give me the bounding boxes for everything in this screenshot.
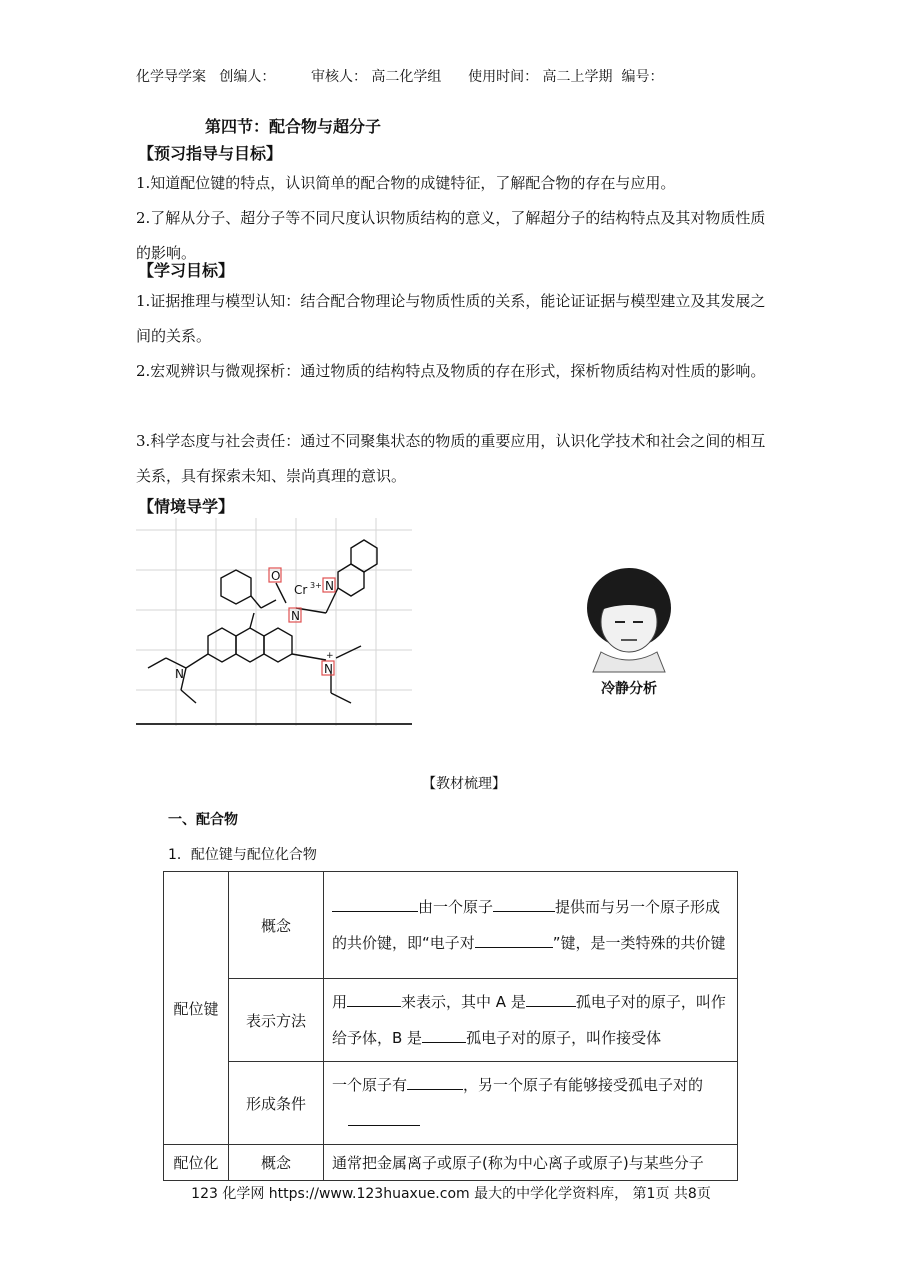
- nitrogen-atom-label: N: [291, 609, 300, 623]
- group-label: 配位键: [164, 872, 229, 1145]
- part-heading: 一、配合物: [168, 812, 238, 828]
- document-header: 化学导学案 创编人： 审核人： 高二化学组 使用时间： 高二上学期 编号：: [136, 69, 664, 85]
- goal-item: 2.宏观辨识与微观探析：通过物质的结构特点及物质的存在形式，探析物质结构对性质的影响。: [136, 362, 766, 380]
- fill-blank[interactable]: [332, 896, 418, 912]
- fill-blank[interactable]: [475, 932, 553, 948]
- fill-blank[interactable]: [526, 991, 576, 1007]
- row-content: 一个原子有 ，另一个原子有能够接受孤电子对的: [324, 1062, 738, 1145]
- meme-image: [549, 556, 709, 702]
- textbook-heading: 【教材梳理】: [422, 776, 506, 792]
- row-label: 表示方法: [229, 979, 324, 1062]
- row-label: 概念: [229, 872, 324, 979]
- goal-item: 1.证据推理与模型认知：结合配合物理论与物质性质的关系，能论证证据与模型建立及其发展之间的关系。: [136, 292, 766, 345]
- goal-item: 3.科学态度与社会责任：通过不同聚集状态的物质的重要应用，认识化学技术和社会之间的相互关系，具有探索未知、崇尚真理的意识。: [136, 432, 766, 485]
- preview-item: 1.知道配位键的特点，认识简单的配合物的成键特征，了解配合物的存在与应用。: [136, 174, 676, 192]
- page-footer: 123 化学网 https://www.123huaxue.com 最大的中学化学资料库， 第1页 共8页: [191, 1186, 711, 1202]
- scenario-heading: 【情境导学】: [138, 497, 235, 516]
- section-title: 第四节：配合物与超分子: [205, 117, 382, 136]
- positive-charge-label: +: [326, 651, 334, 661]
- row-content: 用 来表示，其中 A 是 孤电子对的原子，叫作给予体，B 是 孤电子对的原子，叫作接受体: [324, 979, 738, 1062]
- oxygen-atom-label: O: [271, 569, 281, 583]
- fill-blank[interactable]: [348, 1110, 420, 1126]
- fill-blank[interactable]: [422, 1027, 466, 1043]
- row-content: 由一个原子 提供而与另一个原子形成的共价键，即“电子对 ”键，是一类特殊的共价键: [324, 872, 738, 979]
- goals-heading: 【学习目标】: [138, 261, 235, 280]
- molecule-structure-figure: [136, 518, 412, 726]
- nitrogen-atom-label: N: [324, 662, 333, 676]
- row-label: 概念: [229, 1145, 324, 1181]
- row-label: 形成条件: [229, 1062, 324, 1145]
- coordination-table: [163, 871, 738, 1181]
- row-content: 通常把金属离子或原子(称为中心离子或原子)与某些分子: [324, 1145, 738, 1181]
- fill-blank[interactable]: [347, 991, 401, 1007]
- fill-blank[interactable]: [407, 1074, 463, 1090]
- chromium-charge-label: 3+: [310, 581, 322, 590]
- chromium-ion-label: Cr: [294, 583, 308, 597]
- preview-item: 2.了解从分子、超分子等不同尺度认识物质结构的意义，了解超分子的结构特点及其对物质性质的影响。: [136, 209, 766, 262]
- meme-caption: 冷静分析: [601, 681, 657, 697]
- nitrogen-atom-label: N: [175, 667, 184, 681]
- group-label: 配位化: [164, 1145, 229, 1181]
- nitrogen-atom-label: N: [325, 579, 334, 593]
- fill-blank[interactable]: [493, 896, 555, 912]
- subsection-heading: 1．配位键与配位化合物: [168, 847, 317, 863]
- preview-heading: 【预习指导与目标】: [138, 144, 283, 163]
